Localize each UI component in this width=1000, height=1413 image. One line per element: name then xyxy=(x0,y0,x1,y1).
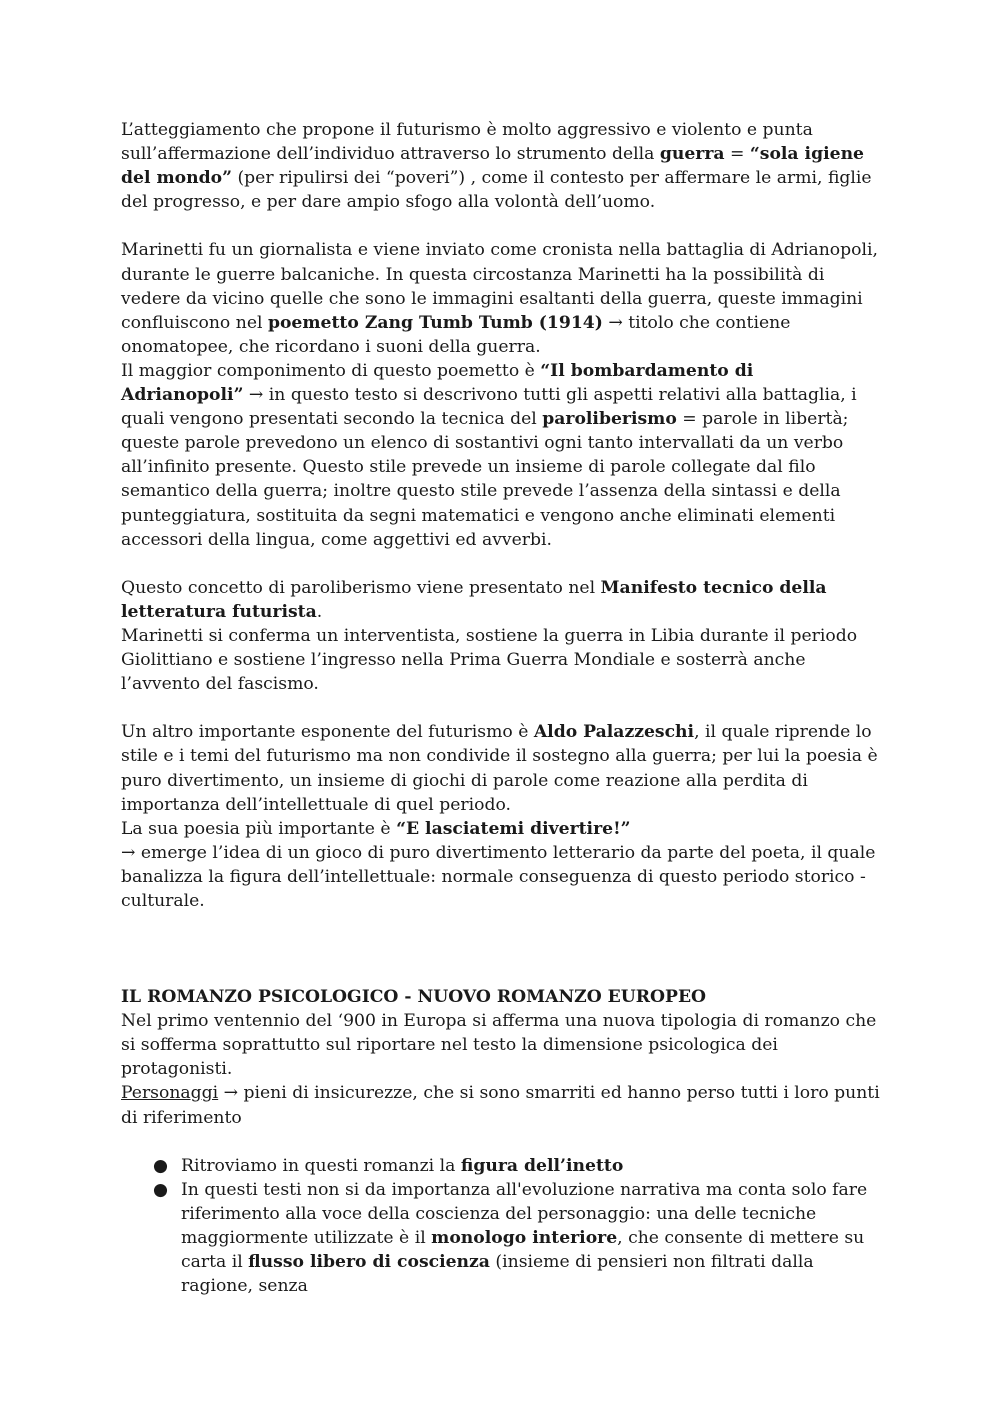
paragraph-poesia: La sua poesia più importante è “E lasciatemi divertire!” xyxy=(121,818,631,839)
bold-manifesto: Manifesto tecnico della letteratura futurista xyxy=(121,577,827,622)
bold-sola-igiene: “sola igiene del mondo” xyxy=(121,144,864,189)
list-item: ● In questi testi non si da importanza all'evoluzione narrativa ma conta solo fare riferimento alla voce della coscienza del personaggio: una delle tecniche maggiormente utilizzate è il monologo interiore, che consente di mettere su carta il flusso libero di coscienza (insieme di pensieri non filtrati dalla ragione, senza xyxy=(153,1179,868,1297)
spacer xyxy=(121,913,881,985)
bullet-list xyxy=(121,1154,881,1299)
bold-guerra: guerra xyxy=(659,144,725,165)
bold-palazzeschi: Aldo Palazzeschi xyxy=(533,722,695,743)
section-heading: IL ROMANZO PSICOLOGICO - NUOVO ROMANZO EUROPEO xyxy=(121,987,707,1008)
underline-personaggi: Personaggi xyxy=(121,1083,219,1104)
bullet-icon: ● xyxy=(153,1155,168,1176)
paragraph-bombardamento: Il maggior componimento di questo poemetto è “Il bombardamento di Adrianopoli” → in questo testo si descrivono tutti gli aspetti relativi alla battaglia, i quali vengono presentati secondo la tecnica del paroliberismo = parole in libertà; queste parole prevedono un elenco di sostantivi ogni tanto intervallati da un verbo all’infinito presente. Questo stile prevede un insieme di parole collegate dal filo semantico della guerra; inoltre questo stile prevede l’assenza della sintassi e della punteggiatura, sostituita da segni matematici e vengono anche eliminati elementi accessori della lingua, come aggettivi ed avverbi. xyxy=(121,360,857,550)
paragraph-romanzo: Nel primo ventennio del ‘900 in Europa si afferma una nuova tipologia di romanzo che si sofferma soprattutto sul riportare nel testo la dimensione psicologica dei protagonisti. xyxy=(121,1011,877,1080)
bold-inetto: figura dell’inetto xyxy=(460,1155,624,1176)
bullet-icon: ● xyxy=(153,1179,168,1200)
paragraph-interventista: Marinetti si conferma un interventista, sostiene la guerra in Libia durante il periodo Giolittiano e sostiene l’ingresso nella Prima Guerra Mondiale e sosterrà anche l’avvento del fascismo. xyxy=(121,625,858,695)
spacer xyxy=(121,696,881,720)
bold-paroliberismo: paroliberismo xyxy=(542,409,677,430)
bold-flusso: flusso libero di coscienza xyxy=(248,1252,490,1273)
bold-zang-tumb-tumb: poemetto Zang Tumb Tumb (1914) xyxy=(267,312,603,333)
paragraph-palazzeschi: Un altro importante esponente del futurismo è Aldo Palazzeschi, il quale riprende lo stile e i temi del futurismo ma non condivide il sostegno alla guerra; per lui la poesia è puro divertimento, un insieme di giochi di parole come reazione alla perdita di importanza dell’intellettuale di quel periodo. xyxy=(121,722,878,815)
bold-monologo: monologo interiore xyxy=(431,1227,618,1248)
bold-lasciatemi-divertire: “E lasciatemi divertire!” xyxy=(396,818,631,839)
bold-bombardamento: “Il bombardamento di Adrianopoli” xyxy=(121,360,754,406)
spacer xyxy=(121,214,881,238)
paragraph-personaggi: Personaggi → pieni di insicurezze, che si sono smarriti ed hanno perso tutti i loro punti di riferimento xyxy=(121,1083,880,1128)
list-item: ● Ritroviamo in questi romanzi la figura dell’inetto xyxy=(121,1154,881,1178)
paragraph-futurismo-guerra: L’atteggiamento che propone il futurismo è molto aggressivo e violento e punta sull’affermazione dell’individuo attraverso lo strumento della guerra = “sola igiene del mondo” (per ripulirsi dei “poveri”) , come il contesto per affermare le armi, figlie del progresso, e per dare ampio sfogo alla volontà dell’uomo. xyxy=(121,120,872,213)
paragraph-manifesto: Questo concetto di paroliberismo viene presentato nel Manifesto tecnico della letteratura futurista. xyxy=(121,577,827,622)
paragraph-gioco: → emerge l’idea di un gioco di puro divertimento letterario da parte del poeta, il quale banalizza la figura dell’intellettuale: normale conseguenza di questo periodo storico - culturale. xyxy=(121,842,876,911)
spacer xyxy=(121,552,881,576)
paragraph-marinetti-giornalista: Marinetti fu un giornalista e viene inviato come cronista nella battaglia di Adrianopoli, durante le guerre balcaniche. In questa circostanza Marinetti ha la possibilità di vedere da vicino quelle che sono le immagini esaltanti della guerra, queste immagini confluiscono nel poemetto Zang Tumb Tumb (1914) → titolo che contiene onomatopee, che ricordano i suoni della guerra. xyxy=(121,240,878,357)
document-page xyxy=(121,118,881,1298)
